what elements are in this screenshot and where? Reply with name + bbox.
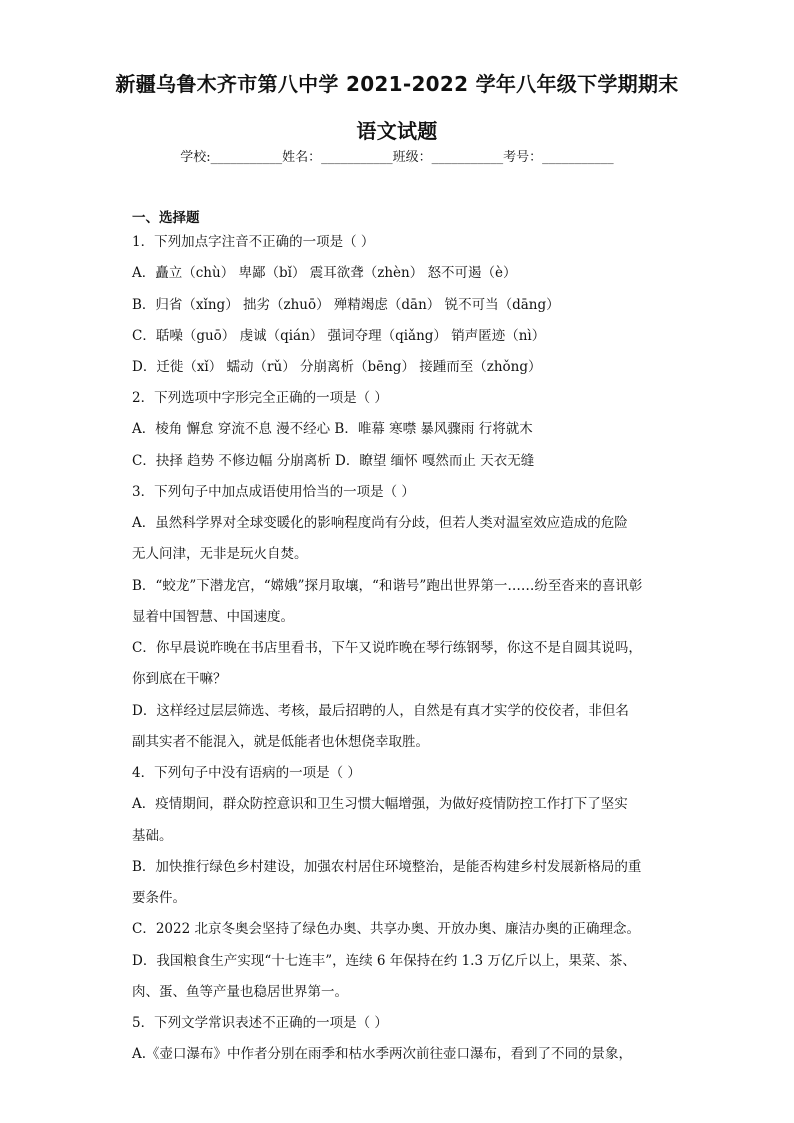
- q3-option-c: C．你早晨说昨晚在书店里看书，下午又说昨晚在琴行练钢琴，你这不是自圆其说吗，: [132, 640, 642, 656]
- exam-subtitle: 语文试题: [356, 119, 438, 143]
- question-1: 1．下列加点字注音不正确的一项是（ ）: [132, 234, 375, 250]
- q1-option-d: D．迁徙（xǐ） 蠕动（rǔ） 分崩离析（bēng） 接踵而至（zhǒng）: [132, 359, 542, 375]
- student-info-line: 学校:___________姓名：___________班级：___________考号：___________: [180, 150, 614, 165]
- q3-option-b-cont: 显着中国智慧、中国速度。: [132, 609, 294, 625]
- q3-option-b: B．“蛟龙”下潜龙宫，“嫦娥”探月取壤，“和谐号”跑出世界第一……纷至沓来的喜讯彰: [132, 578, 643, 594]
- q3-option-a: A．虽然科学界对全球变暖化的影响程度尚有分歧，但若人类对温室效应造成的危险: [132, 515, 628, 531]
- q4-option-a-cont: 基础。: [132, 828, 173, 844]
- section-heading: 一、选择题: [132, 210, 200, 226]
- q3-option-a-cont: 无人问津，无非是玩火自焚。: [132, 546, 308, 562]
- q4-option-a: A．疫情期间，群众防控意识和卫生习惯大幅增强，为做好疫情防控工作打下了坚实: [132, 796, 628, 812]
- q1-option-a: A．矗立（chù） 卑鄙（bǐ） 震耳欲聋（zhèn） 怒不可遏（è）: [132, 265, 517, 281]
- q3-option-d: D．这样经过层层筛选、考核，最后招聘的人，自然是有真才实学的佼佼者，非但名: [132, 703, 629, 719]
- exam-title: 新疆乌鲁木齐市第八中学 2021-2022 学年八年级下学期期末: [115, 72, 679, 96]
- q1-option-c: C．聒噪（guō） 虔诚（qián） 强词夺理（qiǎng） 销声匿迹（nì）: [132, 328, 546, 344]
- q2-options-cd: C．抉择 趋势 不修边幅 分崩离析 D．瞭望 缅怀 嘎然而止 天衣无缝: [132, 453, 535, 469]
- q4-option-d: D．我国粮食生产实现“十七连丰”，连续 6 年保持在约 1.3 万亿斤以上，果菜、茶、: [132, 953, 636, 969]
- q4-option-c: C．2022 北京冬奥会坚持了绿色办奥、共享办奥、开放办奥、廉洁办奥的正确理念。: [132, 921, 640, 937]
- q4-option-b: B．加快推行绿色乡村建设，加强农村居住环境整治，是能否构建乡村发展新格局的重: [132, 859, 642, 875]
- question-4: 4．下列句子中没有语病的一项是（ ）: [132, 765, 361, 781]
- q4-option-b-cont: 要条件。: [132, 890, 186, 906]
- question-2: 2．下列选项中字形完全正确的一项是（ ）: [132, 390, 388, 406]
- question-5: 5．下列文学常识表述不正确的一项是（ ）: [132, 1015, 388, 1031]
- q1-option-b: B．归省（xǐng） 拙劣（zhuō） 殚精竭虑（dān） 锐不可当（dāng）: [132, 297, 560, 313]
- q2-options-ab: A．棱角 懈怠 穿流不息 漫不经心 B．唯幕 寒噤 暴风骤雨 行将就木: [132, 421, 533, 437]
- q5-option-a: A.《壶口瀑布》中作者分别在雨季和枯水季两次前往壶口瀑布，看到了不同的景象，: [132, 1046, 633, 1062]
- q3-option-c-cont: 你到底在干嘛？: [132, 671, 227, 687]
- q3-option-d-cont: 副其实者不能混入，就是低能者也休想侥幸取胜。: [132, 734, 429, 750]
- question-3: 3．下列句子中加点成语使用恰当的一项是（ ）: [132, 484, 415, 500]
- q4-option-d-cont: 肉、蛋、鱼等产量也稳居世界第一。: [132, 984, 348, 1000]
